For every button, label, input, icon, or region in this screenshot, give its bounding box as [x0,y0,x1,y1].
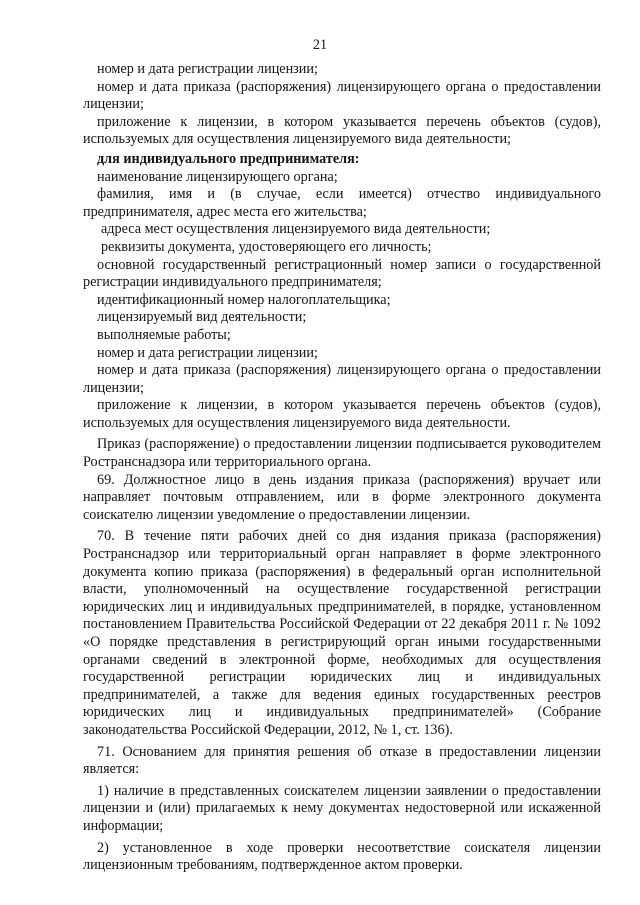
paragraph: номер и дата приказа (распоряжения) лицензирующего органа о предоставлении лицензии; [83,362,601,396]
paragraph: номер и дата приказа (распоряжения) лицензирующего органа о предоставлении лицензии; [83,78,601,113]
paragraph: наименование лицензирующего органа; [97,168,338,185]
list-item: 2) установленное в ходе проверки несоответствие соискателя лицензии лицензионным требованиям, подтвержденное актом проверки. [83,839,601,874]
paragraph: адреса мест осуществления лицензируемого вида деятельности; [101,221,491,238]
paragraph: Приказ (распоряжение) о предоставлении лицензии подписывается руководителем Ространснадзора или территориального органа. [83,436,601,471]
paragraph: номер и дата регистрации лицензии; [97,61,318,77]
paragraph: идентификационный номер налогоплательщика; [97,291,391,308]
paragraph: приложение к лицензии, в котором указывается перечень объектов (судов), используемых для осуществления лицензируемого вида деятельности. [83,397,601,431]
section-heading: для индивидуального предпринимателя: [97,150,360,167]
paragraph: лицензируемый вид деятельности; [97,309,307,326]
paragraph-70: 70. В течение пяти рабочих дней со дня издания приказа (распоряжения) Ространснадзор или территориальный орган направляет в форме электронного документа копию приказа (распоряжения) в федеральный орган исполнительной власти, уполномоченный на осуществление государственной регистрации юридических лиц и индивидуальных предпринимателей, в порядке, установленном постановлением Правительства Российской Федерации от 22 декабря 2011 г. № 1092 «О порядке представления в регистрирующий орган иными государственными органами сведений в электронной форме, необходимых для осуществления государственной регистрации юридических лиц и индивидуальных предпринимателей, а также для ведения единых государственных реестров юридических лиц и индивидуальных предпринимателей» (Собрание законодательства Российской Федерации, 2012, № 1, ст. 136). [83,528,601,738]
paragraph: реквизиты документа, удостоверяющего его личность; [101,238,432,255]
document-body [83,61,601,875]
paragraph: основной государственный регистрационный номер записи о государственной регистрации индивидуального предпринимателя; [83,256,601,291]
list-item: 1) наличие в представленных соискателем лицензии заявлении о предоставлении лицензии и (или) прилагаемых к нему документах недостоверной или искаженной информации; [83,782,601,834]
paragraph: номер и дата регистрации лицензии; [97,344,318,361]
page-number: 21 [312,37,328,53]
paragraph: фамилия, имя и (в случае, если имеется) отчество индивидуального предпринимателя, адрес места его жительства; [83,186,601,220]
paragraph: выполняемые работы; [97,326,231,343]
paragraph-69: 69. Должностное лицо в день издания приказа (распоряжения) вручает или направляет почтовым отправлением, или в форме электронного документа соискателю лицензии уведомление о предоставлении лицензии. [83,471,601,523]
paragraph-71: 71. Основанием для принятия решения об отказе в предоставлении лицензии является: [83,743,601,778]
paragraph: приложение к лицензии, в котором указывается перечень объектов (судов), используемых для осуществления лицензируемого вида деятельности; [83,113,601,148]
